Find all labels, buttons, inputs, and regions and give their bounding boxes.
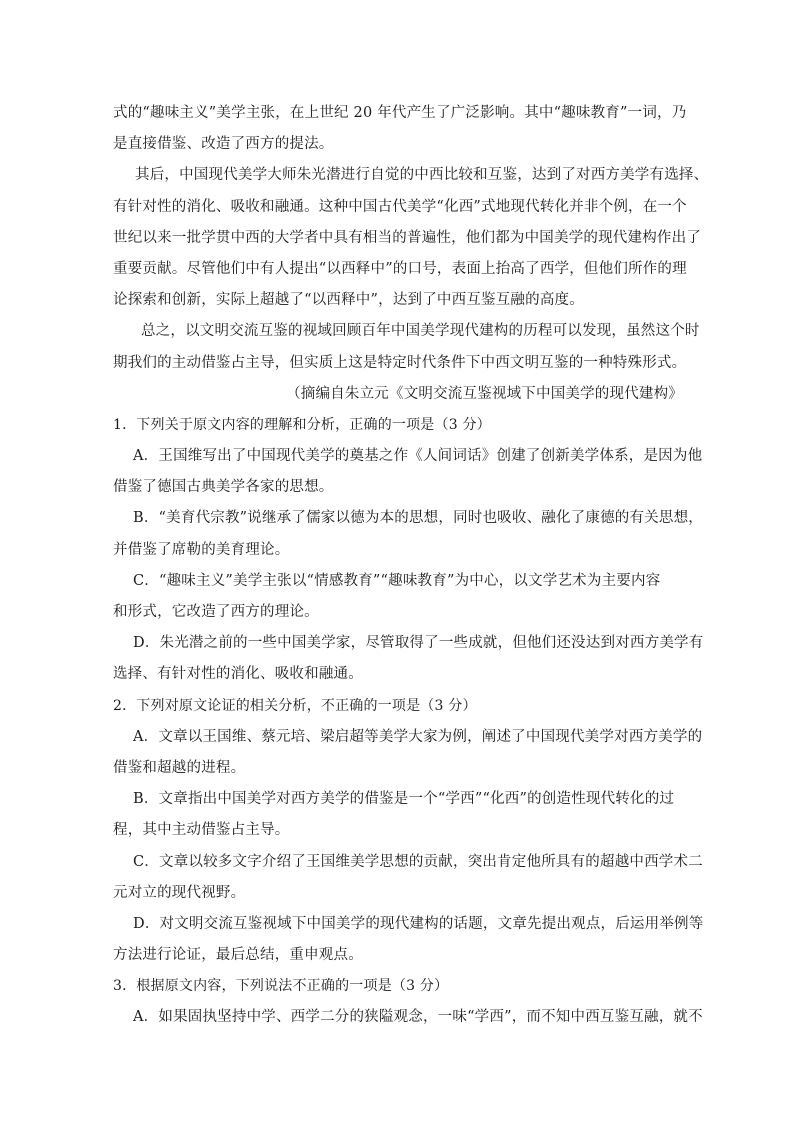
paragraph-line: 有针对性的消化、吸收和融通。这种中国古代美学“化西”式地现代转化并非个例，在一个 [113, 198, 687, 215]
paragraph-line: 总之，以文明交流互鉴的视域回顾百年中国美学现代建构的历程可以发现，虽然这个时 [141, 323, 700, 340]
question-1-option-d-cont: 选择、有针对性的消化、吸收和融通。 [113, 666, 363, 683]
paragraph-line: 论探索和创新，实际上超越了“以西释中”，达到了中西互鉴互融的高度。 [113, 292, 584, 309]
question-1-option-c-cont: 和形式，它改造了西方的理论。 [113, 604, 319, 620]
question-2-option-c: C．文章以较多文字介绍了王国维美学思想的贡献，突出肯定他所具有的超越中西学术二 [133, 853, 703, 870]
question-3-stem: 3．根据原文内容，下列说法不正确的一项是（3 分） [113, 978, 449, 995]
paragraph-line: 其后，中国现代美学大师朱光潜进行自觉的中西比较和互鉴，达到了对西方美学有选择、 [135, 167, 709, 184]
paragraph-line: 期我们的主动借鉴占主导，但实质上这是特定时代条件下中西文明互鉴的一种特殊形式。 [113, 354, 687, 371]
question-2-stem: 2．下列对原文论证的相关分析，不正确的一项是（3 分） [113, 697, 477, 714]
question-2-option-b-cont: 程，其中主动借鉴占主导。 [113, 822, 290, 839]
question-2-option-a: A．文章以王国维、蔡元培、梁启超等美学大家为例，阐述了中国现代美学对西方美学的 [133, 728, 703, 745]
question-1-option-c: C．“趣味主义”美学主张以“情感教育”“趣味教育”为中心，以文学艺术为主要内容 [133, 572, 661, 589]
question-1-option-a: A．王国维写出了中国现代美学的奠基之作《人间词话》创建了创新美学体系，是因为他 [133, 448, 703, 465]
paragraph-line: 式的“趣味主义”美学主张，在上世纪 20 年代产生了广泛影响。其中“趣味教育”一词，乃 [113, 105, 687, 121]
document-page [113, 98, 709, 1034]
question-2-option-b: B．文章指出中国美学对西方美学的借鉴是一个“学西”“化西”的创造性现代转化的过 [133, 791, 675, 808]
question-3-option-a: A．如果固执坚持中学、西学二分的狭隘观念，一味“学西”，而不知中西互鉴互融，就不 [133, 1009, 703, 1026]
question-1-option-a-cont: 借鉴了德国古典美学各家的思想。 [113, 479, 334, 496]
question-2-option-c-cont: 元对立的现代视野。 [113, 884, 246, 901]
question-1-option-d: D．朱光潜之前的一些中国美学家，尽管取得了一些成就，但他们还没达到对西方美学有 [133, 635, 704, 652]
question-2-option-a-cont: 借鉴和超越的进程。 [113, 759, 246, 776]
question-2-option-d-cont: 方法进行论证，最后总结，重申观点。 [113, 947, 363, 964]
paragraph-line: 是直接借鉴、改造了西方的提法。 [113, 136, 334, 153]
question-1-option-b: B．“美育代宗教”说继承了儒家以德为本的思想，同时也吸收、融化了康德的有关思想， [133, 510, 703, 527]
question-1-stem: 1．下列关于原文内容的理解和分析，正确的一项是（3 分） [113, 416, 491, 433]
paragraph-line: 世纪以来一批学贯中西的大学者中具有相当的普遍性，他们都为中国美学的现代建构作出了 [113, 229, 701, 246]
question-1-option-b-cont: 并借鉴了席勒的美育理论。 [113, 541, 290, 558]
source-citation: （摘编自朱立元《文明交流互鉴视域下中国美学的现代建构》 [286, 385, 683, 402]
question-2-option-d: D．对文明交流互鉴视域下中国美学的现代建构的话题，文章先提出观点，后运用举例等 [133, 915, 704, 932]
paragraph-line: 重要贡献。尽管他们中有人提出“以西释中”的口号，表面上抬高了西学，但他们所作的理 [113, 260, 687, 277]
